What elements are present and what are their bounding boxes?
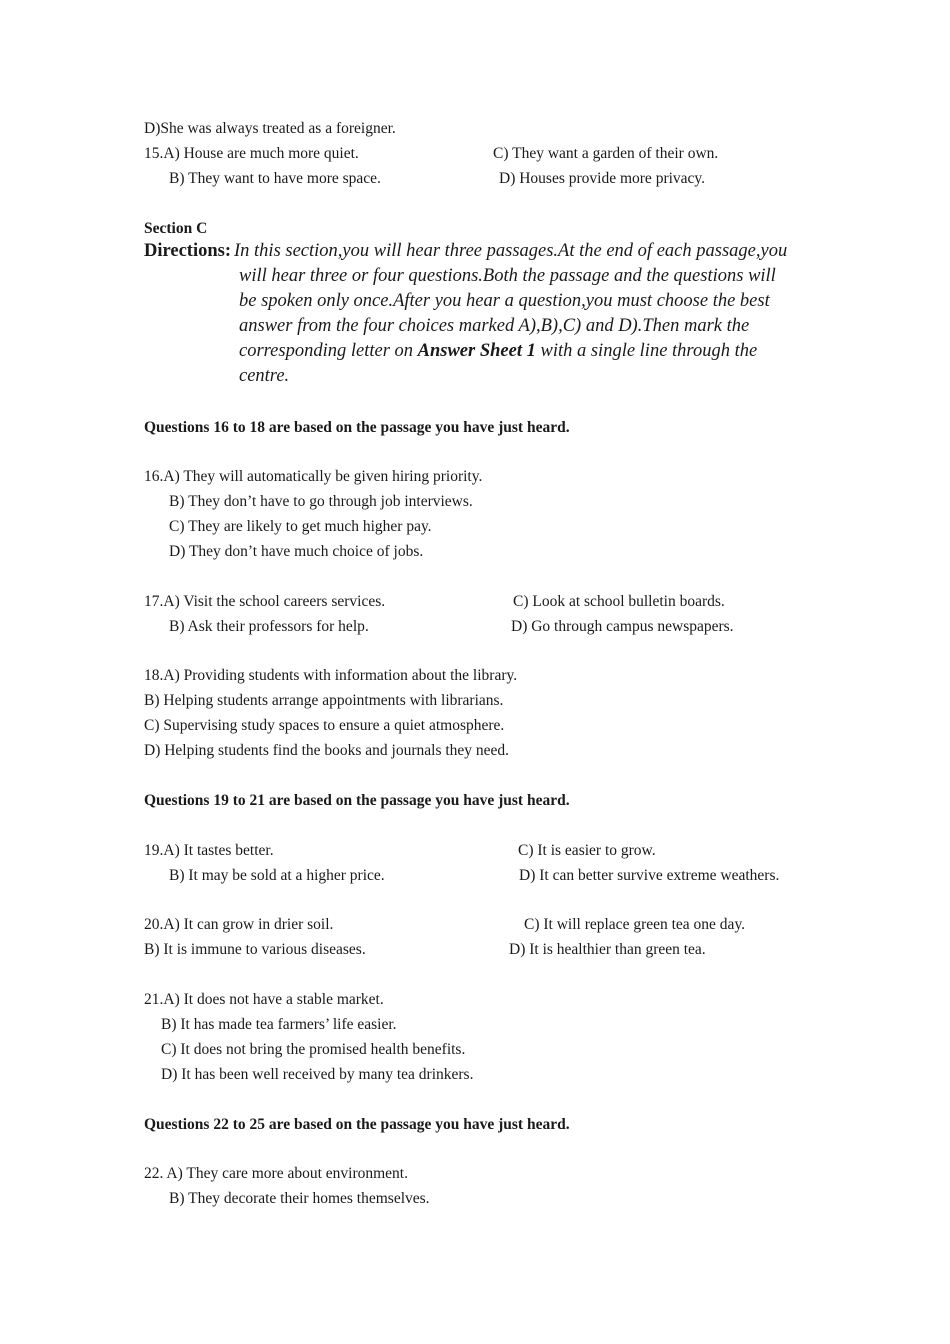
q19-option-c: C) It is easier to grow.	[518, 842, 656, 859]
q14-option-d: D)She was always treated as a foreigner.	[144, 120, 396, 137]
directions-line-5-post: with a single line through the	[535, 341, 758, 361]
section-title: Section C	[144, 220, 208, 237]
directions-line-5	[239, 339, 757, 364]
q18-option-b: B) Helping students arrange appointments with librarians.	[144, 692, 504, 709]
q19-option-b: B) It may be sold at a higher price.	[169, 867, 385, 884]
directions-line-1: In this section,you will hear three passages.At the end of each passage,you	[234, 241, 788, 261]
answer-sheet-label: Answer Sheet 1	[417, 341, 536, 361]
q15-option-b: B) They want to have more space.	[169, 170, 381, 187]
q20-option-b: B) It is immune to various diseases.	[144, 941, 366, 958]
q17-option-d: D) Go through campus newspapers.	[511, 618, 734, 635]
q20-option-a: 20.A) It can grow in drier soil.	[144, 916, 334, 933]
q21-option-a: 21.A) It does not have a stable market.	[144, 991, 384, 1008]
directions-label: Directions:	[144, 241, 231, 261]
q21-option-d: D) It has been well received by many tea drinkers.	[161, 1066, 474, 1083]
q16-option-c: C) They are likely to get much higher pay.	[169, 518, 432, 535]
q20-option-d: D) It is healthier than green tea.	[509, 941, 706, 958]
q21-option-c: C) It does not bring the promised health benefits.	[161, 1041, 466, 1058]
q18-option-c: C) Supervising study spaces to ensure a quiet atmosphere.	[144, 717, 505, 734]
q15-option-d: D) Houses provide more privacy.	[499, 170, 706, 187]
q17-option-c: C) Look at school bulletin boards.	[513, 593, 725, 610]
q16-option-b: B) They don’t have to go through job interviews.	[169, 493, 473, 510]
directions-line-5-pre: corresponding letter on	[239, 341, 418, 361]
questions-16-18-heading: Questions 16 to 18 are based on the passage you have just heard.	[144, 419, 570, 436]
questions-19-21-heading: Questions 19 to 21 are based on the passage you have just heard.	[144, 792, 570, 809]
q15-option-c: C) They want a garden of their own.	[493, 145, 719, 162]
directions-line-4: answer from the four choices marked A),B),C) and D).Then mark the	[239, 316, 750, 336]
directions-line-3: be spoken only once.After you hear a question,you must choose the best	[239, 291, 770, 311]
q19-option-d: D) It can better survive extreme weathers.	[519, 867, 780, 884]
q22-option-b: B) They decorate their homes themselves.	[169, 1190, 430, 1207]
directions-line-6: centre.	[239, 366, 290, 386]
q18-option-d: D) Helping students find the books and journals they need.	[144, 742, 510, 759]
questions-22-25-heading: Questions 22 to 25 are based on the passage you have just heard.	[144, 1116, 570, 1133]
directions-line-2: will hear three or four questions.Both the passage and the questions will	[239, 266, 776, 286]
q16-option-d: D) They don’t have much choice of jobs.	[169, 543, 424, 560]
q18-option-a: 18.A) Providing students with information about the library.	[144, 667, 518, 684]
q17-option-b: B) Ask their professors for help.	[169, 618, 369, 635]
q16-option-a: 16.A) They will automatically be given hiring priority.	[144, 468, 483, 485]
q17-option-a: 17.A) Visit the school careers services.	[144, 593, 386, 610]
q15-option-a: 15.A) House are much more quiet.	[144, 145, 359, 162]
q20-option-c: C) It will replace green tea one day.	[524, 916, 746, 933]
q19-option-a: 19.A) It tastes better.	[144, 842, 274, 859]
q21-option-b: B) It has made tea farmers’ life easier.	[161, 1016, 397, 1033]
q22-option-a: 22. A) They care more about environment.	[144, 1165, 408, 1182]
